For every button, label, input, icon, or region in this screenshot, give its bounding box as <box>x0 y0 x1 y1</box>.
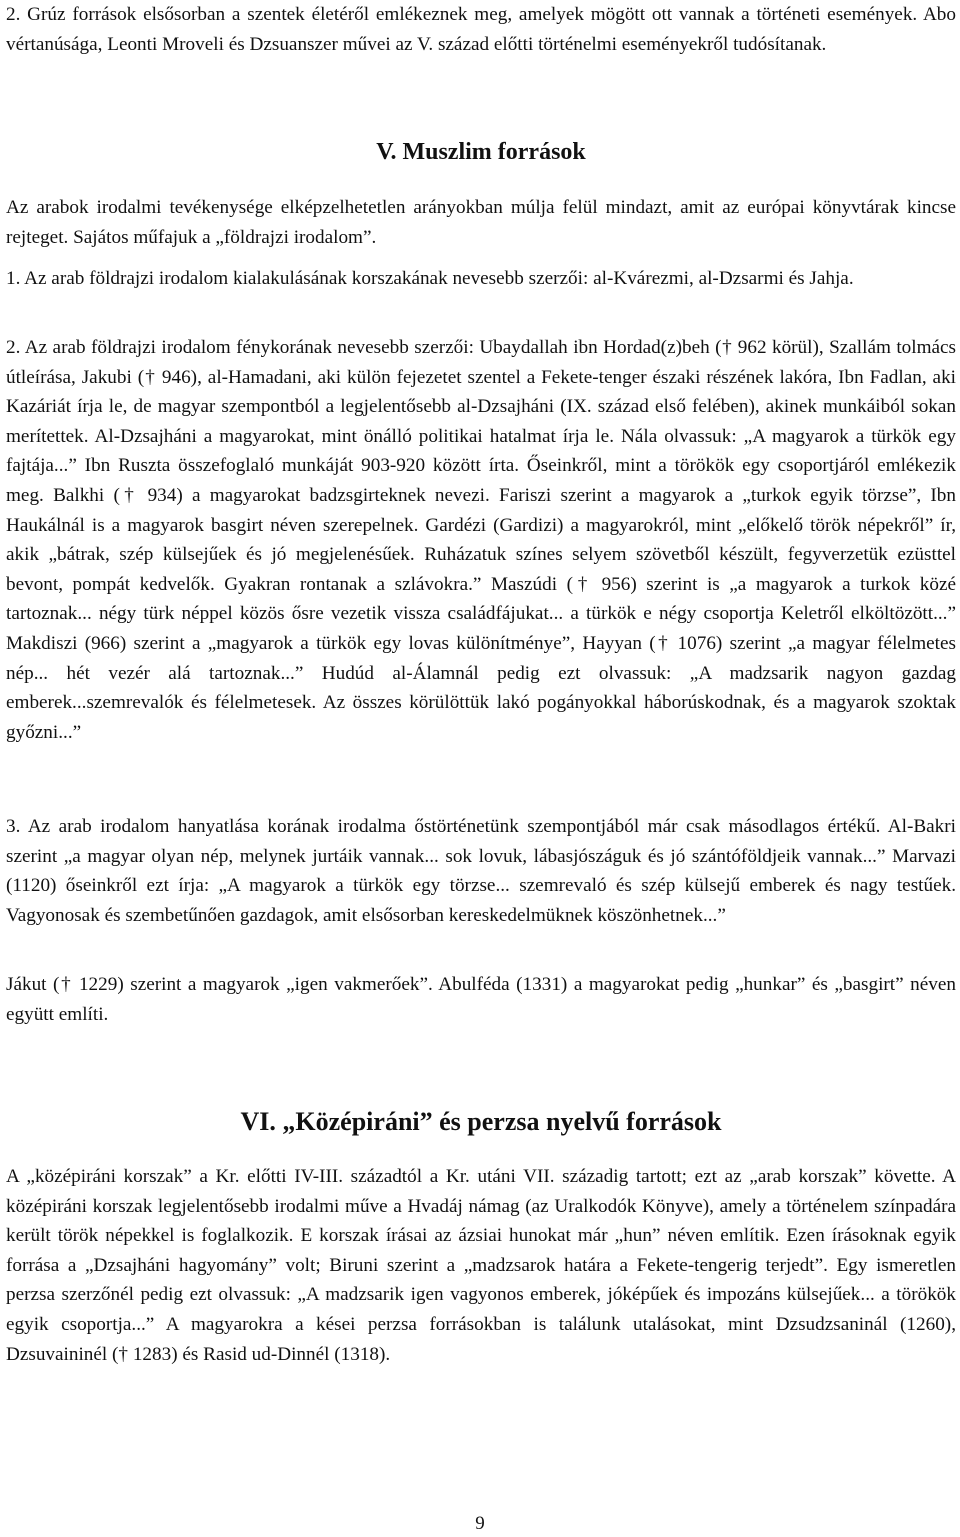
paragraph-jakut-abulfeda: Jákut († 1229) szerint a magyarok „igen vakmerőek”. Abulféda (1331) a magyarokat pedig „hunkar” és „basgirt” néven együtt említi. <box>6 974 956 1025</box>
paragraph-georgian-sources: 2. Grúz források elsősorban a szentek életéről emlékeznek meg, amelyek mögött ott vannak a történeti események. Abo vértanúsága, Leonti Mroveli és Dzsuanszer művei az V. század előtti történelmi eseményekről tudósítanak. <box>6 4 956 55</box>
paragraph-arab-literature: Az arabok irodalmi tevékenysége elképzelhetetlen arányokban múlja felül mindazt, amit az európai könyvtárak kincse rejteget. Sajátos műfajuk a „földrajzi irodalom”. <box>6 197 956 248</box>
paragraph-early-authors: 1. Az arab földrajzi irodalom kialakulásának korszakának nevesebb szerzői: al-Kvárezmi, al-Dzsarmi és Jahja. <box>6 268 854 289</box>
paragraph-decline-era: 3. Az arab irodalom hanyatlása korának irodalma őstörténetünk szempontjából már csak másodlagos értékű. Al-Bakri szerint „a magyar olyan nép, melynek jurtáik vannak... sok lovuk, lábasjószáguk és jó szántóföldjeik vannak...” Marvazi (1120) őseinkről ezt írja: „A magyarok a türkök egy törzse... szemrevaló és szép külsejű emberek és nagy testűek. Vagyonosak és szembetűnően gazdagok, amit elsősorban kereskedelmüknek köszönhetnek...” <box>6 816 956 926</box>
page-number: 9 <box>475 1513 485 1534</box>
heading-middle-iranian-sources: VI. „Középiráni” és perzsa nyelvű források <box>240 1107 722 1136</box>
paragraph-golden-age-authors: 2. Az arab földrajzi irodalom fénykorának nevesebb szerzői: Ubaydallah ibn Hordad(z)beh († 962 körül), Szallám tolmács útleírása, Jakubi († 946), al-Hamadani, aki külön fejezetet szentel a Fekete-tenger északi részének lakóra, Ibn Fadlan, aki Kazáriát írja le, de magyar szempontból a legjelentősebb al-Dzsajháni (IX. század első felében), akinek munkáiból sokan merítettek. Al-Dzsajháni a magyarokat, mint önálló politikai hatalmat írja le. Nála olvassuk: „A magyarok a türkök egy fajtája...” Ibn Ruszta összefoglaló munkáját 903-920 között írta. Őseinkről, mint a törökök egy csoportjáról emlékezik meg. Balkhi († 934) a magyarokat badzsgirteknek nevezi. Fariszi szerint a magyarok a „turkok egyik törzse”, Ibn Haukálnál is a magyarok basgirt néven szerepelnek. Gardézi (Gardizi) a magyarokról, mint „előkelő török népekről” ír, akik „bátrak, szép külsejűek és jó megjelenésűek. Ruházatuk színes selyem szövetből készült, fegyverzetük ezüsttel bevont, pompát kedvelők. Gyakran rontanak a szlávokra.” Maszúdi († 956) szerint is „a magyarok a turkok közé tartoznak... négy türk néppel közös ősre vezetik vissza családfájukat... a türkök e négy csoportja Keletről elköltözött...” Makdiszi (966) szerint a „magyarok a türkök egy lovas különítménye”, Hayyan († 1076) szerint „a magyar félelmetes nép... hét vezér alá tartoznak...” Hudúd al-Álamnál pedig ezt olvassuk: „A madzsarik nagyon gazdag emberek...szemrevalók és félelmetesek. Az összes körülöttük lakó pogányokkal háborúskodnak, és a magyarok szoktak győzni...” <box>6 337 956 743</box>
paragraph-middle-iranian-era: A „középiráni korszak” a Kr. előtti IV-III. századtól a Kr. utáni VII. századig tartott; ezt az „arab korszak” követte. A középiráni korszak legjelentősebb irodalmi műve a Hvadáj námag (az Uralkodók Könyve), amely a történelem színpadára került török népekkel is foglalkozik. E korszak írásai az ázsiai hunokat már „hun” néven említik. Ezen írásoknak egyik forrása a „Dzsajháni hagyomány” volt; Biruni szerint a „madzsarok határa a Fekete-tengerig terjedt”. Egy ismeretlen perzsa szerzőnél pedig ezt olvassuk: „A madzsarik igen vagyonos emberek, jóképűek és impozáns külsejűek... a törökök egyik csoportja...” A magyarokra a kései perzsa forrásokban is találunk utalásokat, mint Dzsudzsaninál (1260), Dzsuvaininél († 1283) és Rasid ud-Dinnél (1318). <box>6 1166 956 1365</box>
heading-muslim-sources: V. Muszlim források <box>376 139 586 165</box>
